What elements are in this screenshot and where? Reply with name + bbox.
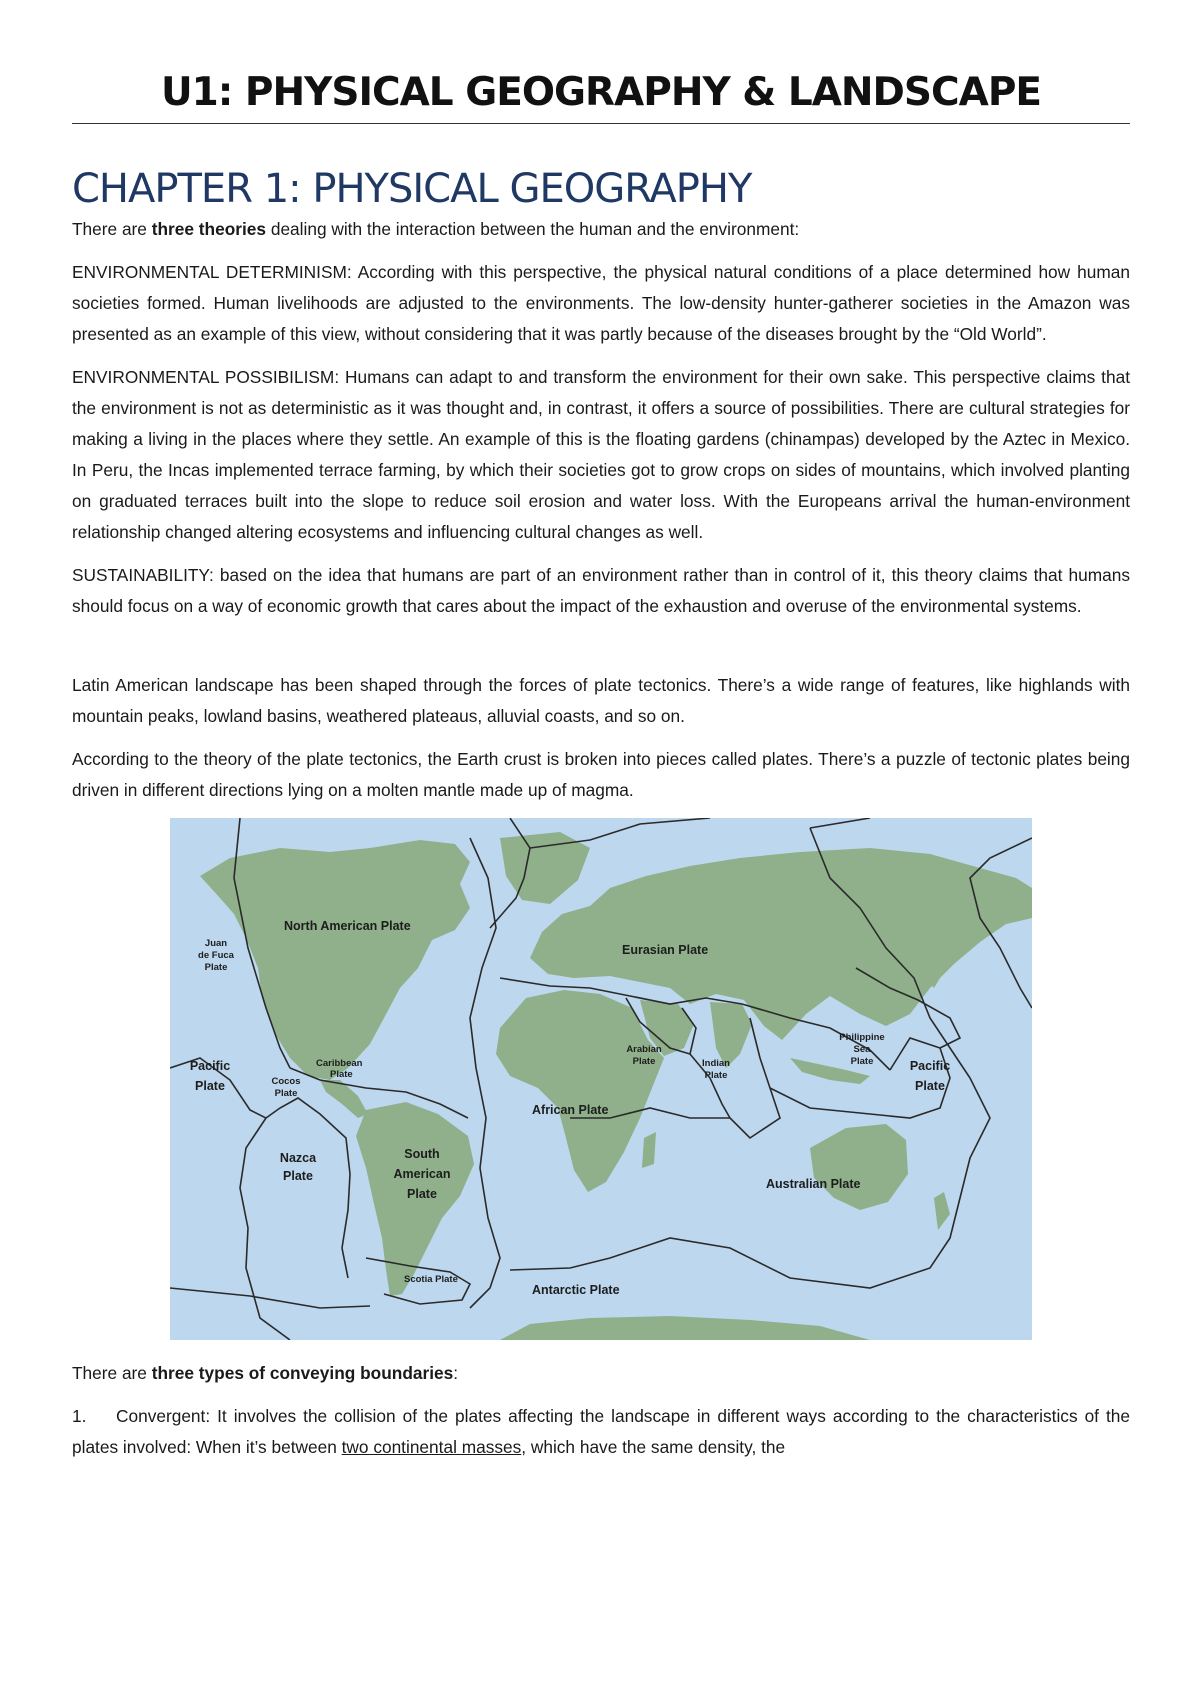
label-juan-de-fuca-2: de Fuca — [198, 950, 234, 961]
theory-term: ENVIRONMENTAL DETERMINISM: — [72, 262, 352, 282]
theory-term: ENVIRONMENTAL POSSIBILISM: — [72, 367, 340, 387]
intro-text-post: dealing with the interaction between the human and the environment: — [266, 219, 800, 239]
document-title: U1: PHYSICAL GEOGRAPHY & LANDSCAPE — [72, 70, 1130, 124]
label-pacific-plate-east-1: Pacific — [909, 1059, 951, 1073]
boundaries-post: : — [453, 1363, 459, 1383]
label-philippine-1: Philippine — [839, 1032, 885, 1043]
convergent-lead: Convergent: It involves the collision of the plates affecting the landscape in different ways according to the characteristics of the plates involved: When it’s between — [72, 1406, 1130, 1457]
label-juan-de-fuca-1: Juan — [204, 938, 228, 949]
boundaries-bold: three types of conveying boundaries — [151, 1363, 454, 1383]
label-philippine-2: Sea — [853, 1044, 871, 1055]
label-north-american-plate: North American Plate — [284, 919, 411, 933]
map-svg — [170, 818, 1032, 1340]
label-juan-de-fuca-3: Plate — [204, 962, 228, 973]
spacer — [72, 634, 1130, 670]
intro-paragraph — [72, 214, 1130, 245]
label-scotia-plate: Scotia Plate — [404, 1274, 458, 1285]
intro-bold: three theories — [151, 219, 267, 239]
theory-text: Humans can adapt to and transform the environment for their own sake. This perspective claims that the environment is not as deterministic as it was thought and, in contrast, it offers a source of possibilities. There are cultural strategies for making a living in the places where they settle. An example of this is the floating gardens (chinampas) developed by the Aztec in Mexico. In Peru, the Incas implemented terrace farming, by which their societies got to grow crops on sides of mountains, which involved planting on graduated terraces built into the slope to reduce soil erosion and water loss. With the Europeans arrival the human-environment relationship changed altering ecosystems and influencing cultural changes as well. — [72, 367, 1130, 542]
convergent-underline: two continental masses — [341, 1437, 522, 1457]
label-arabian-1: Arabian — [626, 1044, 662, 1055]
chapter-heading: CHAPTER 1: PHYSICAL GEOGRAPHY — [72, 166, 752, 212]
label-australian-plate: Australian Plate — [766, 1177, 861, 1191]
label-caribbean-2: Plate — [330, 1069, 353, 1080]
label-pacific-plate-west-2: Plate — [195, 1079, 225, 1093]
label-cocos-1: Cocos — [271, 1076, 301, 1087]
label-african-plate: African Plate — [532, 1103, 609, 1117]
label-south-american-1: South — [404, 1147, 440, 1161]
label-nazca-1: Nazca — [279, 1151, 317, 1165]
theory-determinism — [72, 257, 1130, 350]
label-nazca-2: Plate — [283, 1169, 313, 1183]
theory-text: based on the idea that humans are part of an environment rather than in control of it, this theory claims that humans should focus on a way of economic growth that cares about the impact of the exhaustion and overuse of the environmental systems. — [72, 565, 1130, 616]
tectonic-plates-map — [170, 818, 1032, 1340]
boundaries-pre: There are — [72, 1363, 152, 1383]
label-pacific-plate-east-2: Plate — [915, 1079, 945, 1093]
landscape-paragraph-2: According to the theory of the plate tectonics, the Earth crust is broken into pieces called plates. There’s a puzzle of tectonic plates being driven in different directions lying on a molten mantle made up of magma. — [72, 749, 1130, 800]
theory-sustainability — [72, 560, 1130, 622]
label-caribbean-1: Caribbean — [316, 1058, 363, 1069]
label-philippine-3: Plate — [850, 1056, 874, 1067]
label-antarctic-plate: Antarctic Plate — [532, 1283, 620, 1297]
label-eurasian-plate: Eurasian Plate — [622, 943, 709, 957]
convergent-tail: , which have the same density, the — [521, 1437, 786, 1457]
landscape-paragraph-1: Latin American landscape has been shaped through the forces of plate tectonics. There’s a wide range of features, like highlands with mountain peaks, lowland basins, weathered plateaus, alluvial coasts, and so on. — [72, 675, 1130, 726]
label-arabian-2: Plate — [632, 1056, 656, 1067]
label-indian-1: Indian — [702, 1058, 730, 1069]
label-south-american-3: Plate — [407, 1187, 437, 1201]
theory-text: According with this perspective, the physical natural conditions of a place determined how human societies formed. Human livelihoods are adjusted to the environments. The low-density hunter-gatherer societies in the Amazon was presented as an example of this view, without considering that it was partly because of the diseases brought by the “Old World”. — [72, 262, 1131, 344]
intro-text-pre: There are — [72, 219, 152, 239]
boundaries-intro — [72, 1358, 1130, 1389]
list-number: 1. — [72, 1406, 87, 1426]
label-indian-2: Plate — [704, 1070, 728, 1081]
theory-possibilism — [72, 362, 1130, 548]
boundary-item-convergent — [72, 1401, 1130, 1463]
label-pacific-plate-west-1: Pacific — [189, 1059, 231, 1073]
theory-term: SUSTAINABILITY: — [72, 565, 214, 585]
label-cocos-2: Plate — [274, 1088, 298, 1099]
label-south-american-2: American — [393, 1167, 451, 1181]
